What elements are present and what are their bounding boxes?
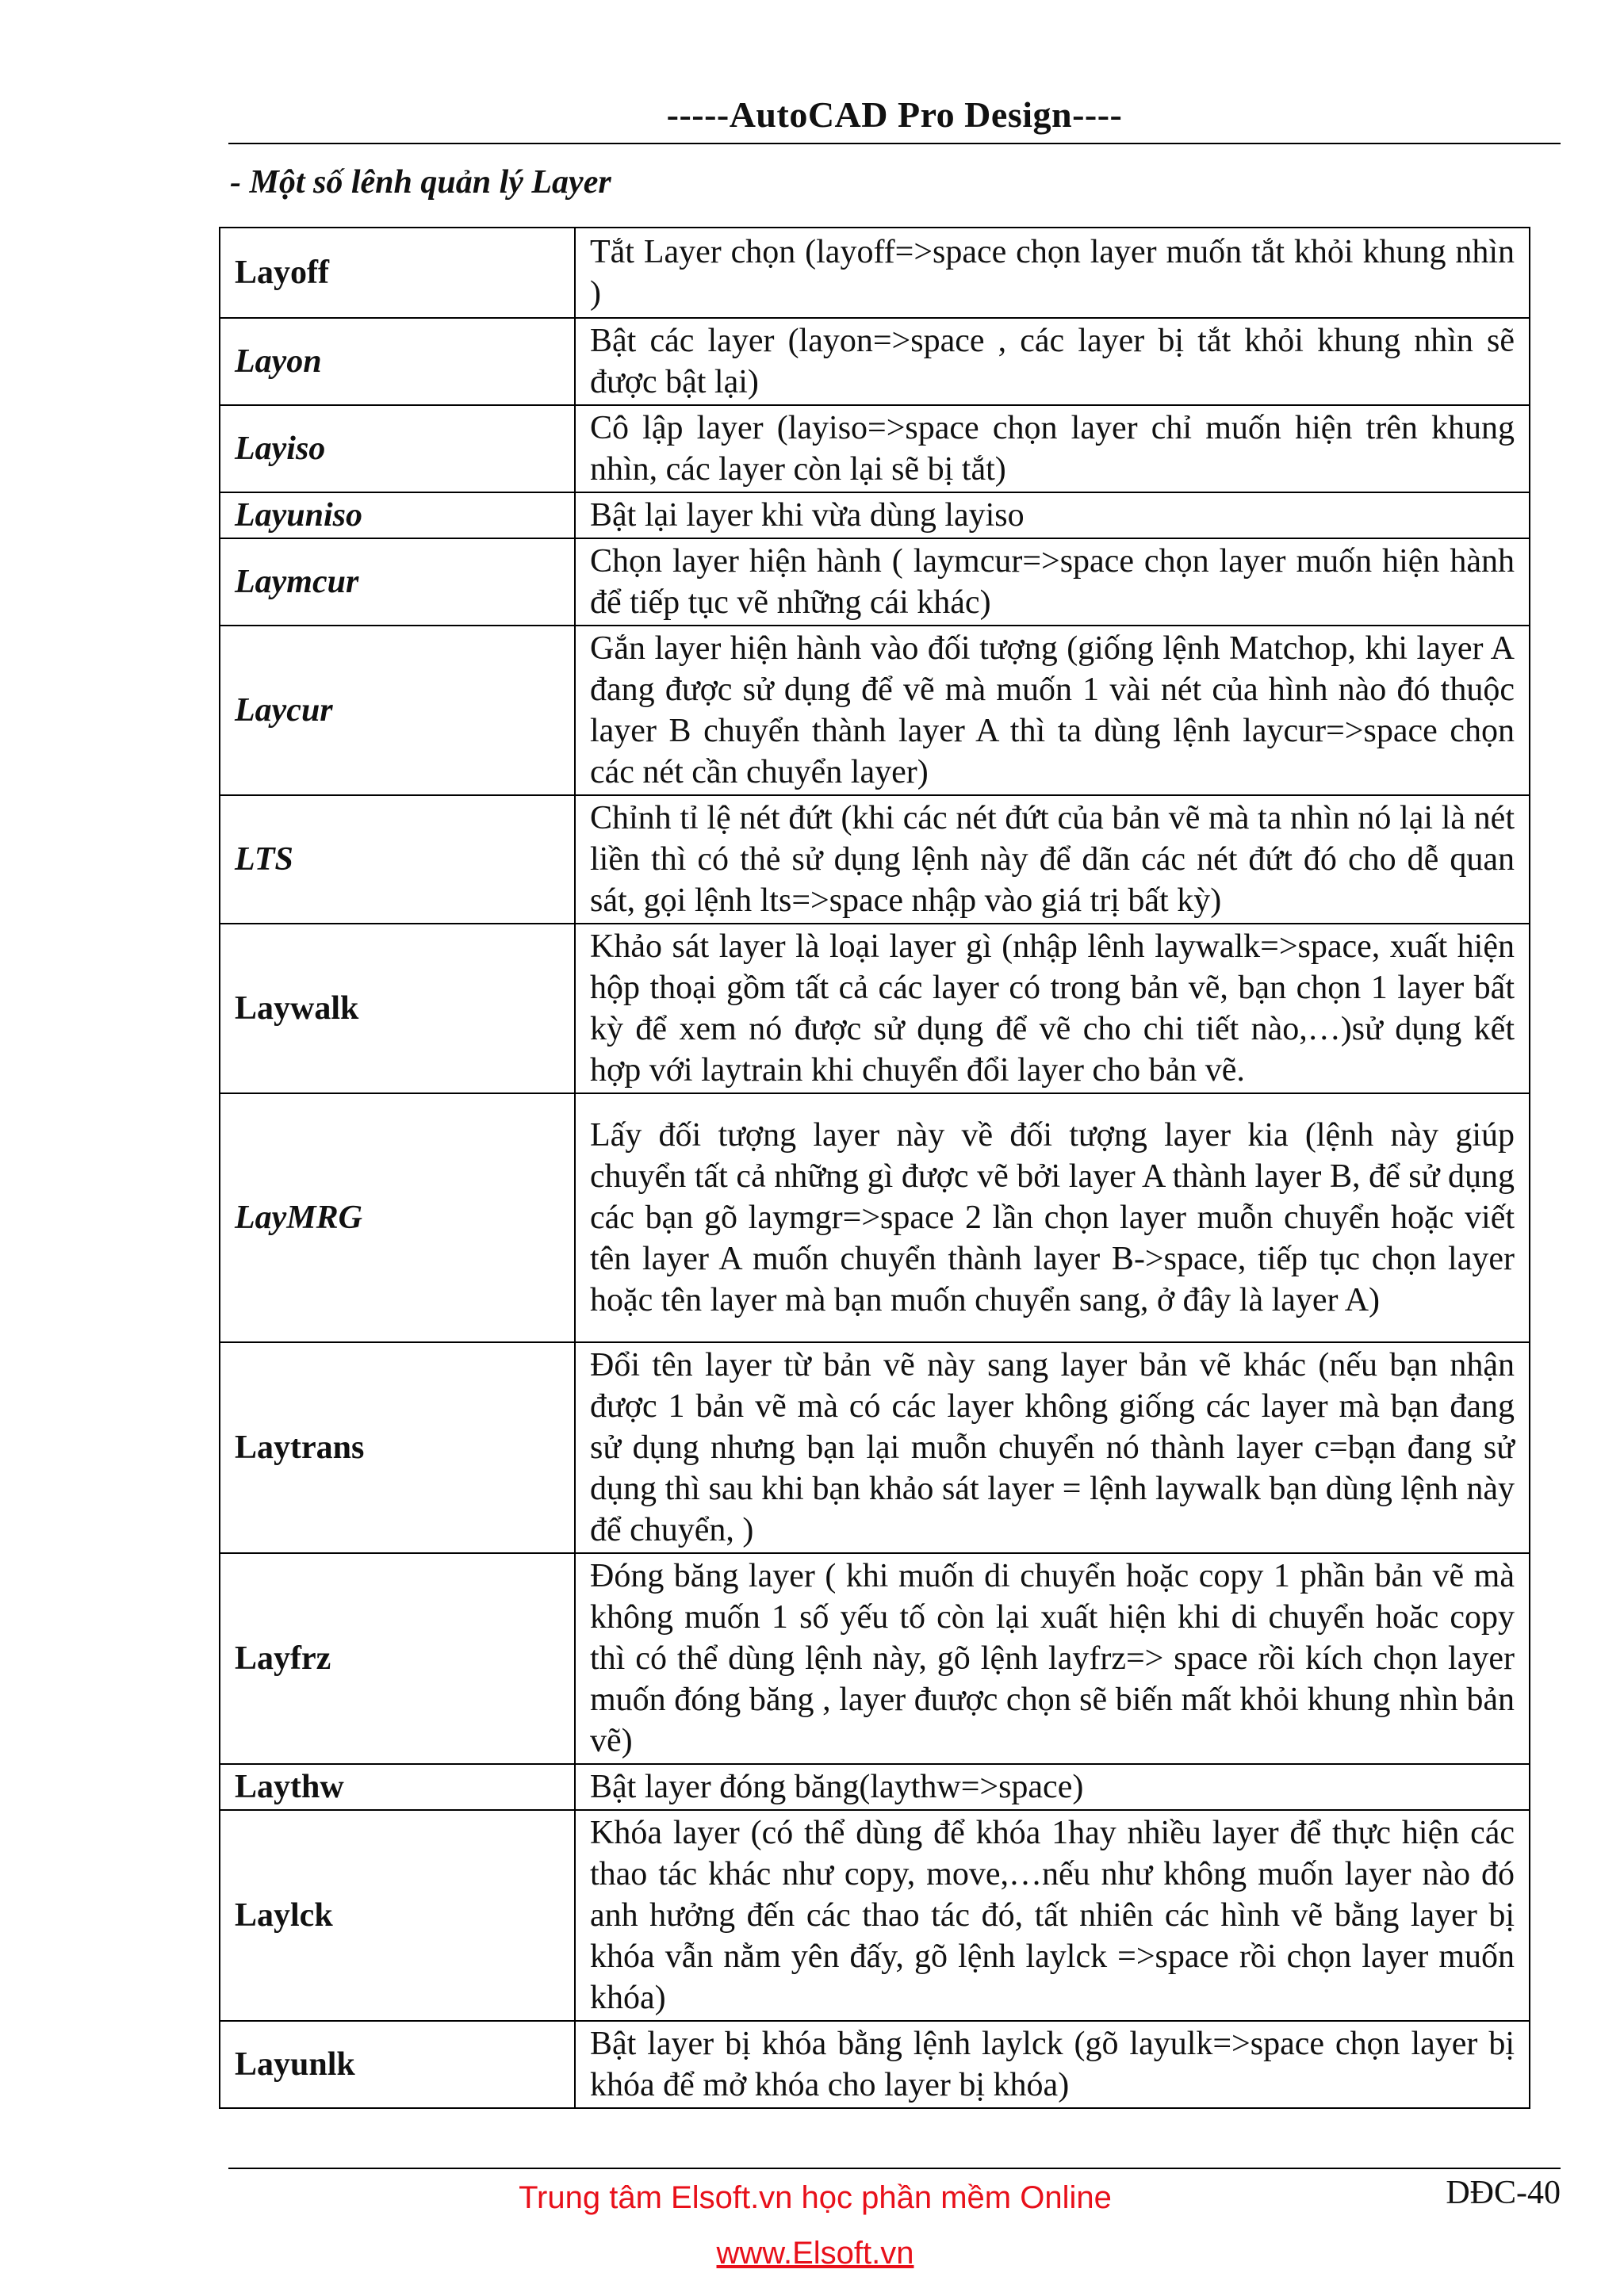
command-name: Laytrans (220, 1342, 575, 1553)
command-description: Tắt Layer chọn (layoff=>space chọn layer muốn tắt khỏi khung nhìn ) (575, 228, 1530, 318)
command-name: Layuniso (220, 492, 575, 538)
table-row (220, 538, 1530, 626)
table-row (220, 492, 1530, 538)
command-description: Khóa layer (có thể dùng để khóa 1hay nhiều layer để thực hiện các thao tác khác như copy, move,…nếu như không muốn layer nào đó anh hưởng đến các thao tác đó, tất nhiên các hình vẽ bằng layer bị khóa vẫn nằm yên đấy, gõ lệnh laylck =>space rồi chọn layer muốn khóa) (575, 1810, 1530, 2021)
table-row (220, 1342, 1530, 1553)
command-description: Khảo sát layer là loại layer gì (nhập lênh laywalk=>space, xuất hiện hộp thoại gồm tất cả các layer có trong bản vẽ, bạn chọn 1 layer bất kỳ để xem nó được sử dụng để vẽ cho chi tiết nào,…)sử dụng kết hợp với laytrain khi chuyển đổi layer cho bản vẽ. (575, 924, 1530, 1093)
command-name: Layiso (220, 405, 575, 492)
section-title: - Một số lênh quản lý Layer (230, 164, 611, 201)
command-description: Gắn layer hiện hành vào đối tượng (giống lệnh Matchop, khi layer A đang được sử dụng để vẽ mà muốn 1 vài nét của hình nào đó thuộc layer B chuyển thành layer A thì ta dùng lệnh laycur=>space chọn các nét cần chuyển layer) (575, 626, 1530, 795)
command-name: Layfrz (220, 1553, 575, 1764)
footer-divider (228, 2168, 1561, 2169)
command-name: Laylck (220, 1810, 575, 2021)
document-header-title: -----AutoCAD Pro Design---- (666, 94, 1123, 135)
command-description: Bật các layer (layon=>space , các layer bị tắt khỏi khung nhìn sẽ được bật lại) (575, 318, 1530, 405)
table-row (220, 405, 1530, 492)
command-description: Chọn layer hiện hành ( laymcur=>space chọn layer muốn hiện hành để tiếp tục vẽ những cái khác) (575, 538, 1530, 626)
layer-commands-table (219, 227, 1530, 2109)
command-name: LayMRG (220, 1093, 575, 1342)
command-description: Bật layer đóng băng(laythw=>space) (575, 1764, 1530, 1810)
table-row (220, 1553, 1530, 1764)
command-name: Layunlk (220, 2021, 575, 2108)
footer-website-link[interactable]: www.Elsoft.vn (716, 2236, 914, 2271)
command-name: Layoff (220, 228, 575, 318)
command-description: Đóng băng layer ( khi muốn di chuyển hoặc copy 1 phần bản vẽ mà không muốn 1 số yếu tố còn lại xuất hiện khi di chuyển hoăc copy thì có thể dùng lệnh này, gõ lệnh layfrz=> space rồi kích chọn layer muốn đóng băng , layer đuược chọn sẽ biến mất khỏi khung nhìn bản vẽ) (575, 1553, 1530, 1764)
table-row (220, 626, 1530, 795)
command-description: Bật layer bị khóa bằng lệnh laylck (gõ layulk=>space chọn layer bị khóa để mở khóa cho layer bị khóa) (575, 2021, 1530, 2108)
command-description: Bật lại layer khi vừa dùng layiso (575, 492, 1530, 538)
table-row (220, 795, 1530, 924)
table-row (220, 2021, 1530, 2108)
table-row (220, 1810, 1530, 2021)
table-row (220, 318, 1530, 405)
command-name: LTS (220, 795, 575, 924)
command-description: Cô lập layer (layiso=>space chọn layer chỉ muốn hiện trên khung nhìn, các layer còn lại sẽ bị tắt) (575, 405, 1530, 492)
table-row (220, 228, 1530, 318)
header-divider (228, 143, 1561, 144)
command-name: Laycur (220, 626, 575, 795)
command-name: Laymcur (220, 538, 575, 626)
page-number: DĐC-40 (1446, 2175, 1561, 2211)
table-row (220, 1764, 1530, 1810)
command-name: Layon (220, 318, 575, 405)
table-row (220, 1093, 1530, 1342)
command-description: Lấy đối tượng layer này về đối tượng layer kia (lệnh này giúp chuyển tất cả những gì được vẽ bởi layer A thành layer B, để sử dụng các bạn gõ laymgr=>space 2 lần chọn layer muỗn chuyển hoặc viết tên layer A muốn chuyển thành layer B->space, tiếp tục chọn layer hoặc tên layer mà bạn muốn chuyển sang, ở đây là layer A) (575, 1093, 1530, 1342)
command-description: Đổi tên layer từ bản vẽ này sang layer bản vẽ khác (nếu bạn nhận được 1 bản vẽ mà có các layer không giống các layer mà bạn đang sử dụng nhưng bạn lại muỗn chuyển nó thành layer c=bạn đang sử dụng thì sau khi bạn khảo sát layer = lệnh laywalk bạn dùng lệnh này để chuyển, ) (575, 1342, 1530, 1553)
command-name: Laywalk (220, 924, 575, 1093)
table-row (220, 924, 1530, 1093)
command-name: Laythw (220, 1764, 575, 1810)
footer-promo-text: Trung tâm Elsoft.vn học phần mềm Online (519, 2180, 1112, 2215)
command-description: Chỉnh tỉ lệ nét đứt (khi các nét đứt của bản vẽ mà ta nhìn nó lại là nét liền thì có thẻ sử dụng lệnh này để dãn các nét đứt đó cho dễ quan sát, gọi lệnh lts=>space nhập vào giá trị bất kỳ) (575, 795, 1530, 924)
